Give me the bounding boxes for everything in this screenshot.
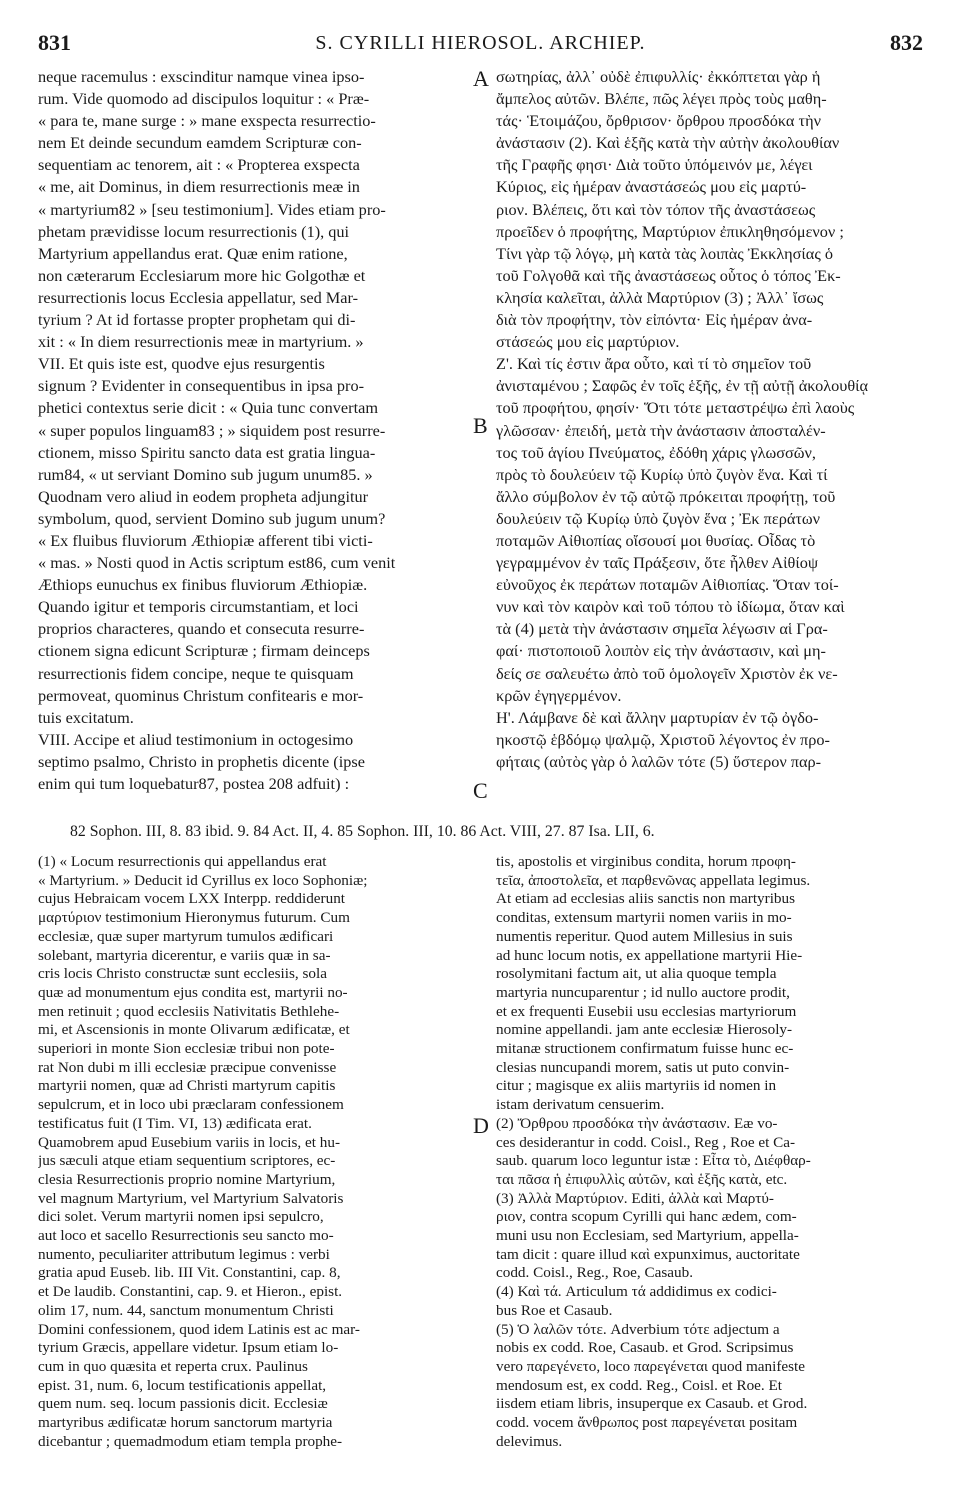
latin-text-line: tuis excitatum. — [38, 707, 134, 727]
greek-text-line: ηκοστῷ ἑβδόμῳ ψαλμῷ, Χριστοῦ λέγοντος ἐν προ- — [496, 729, 830, 749]
note-line: et ex frequenti Eusebii usu ecclesias martyriorum — [496, 1002, 797, 1020]
note-line: cris locis Christo constructæ sunt ecclesiis, sola — [38, 965, 327, 983]
note-line: mitanæ structionem confirmatum fuisse hunc ec- — [496, 1040, 794, 1058]
greek-text-line: νυν καὶ τὸν καιρὸν καὶ τοῦ τόπου τὸ ἰδίωμα, ὅταν καὶ — [496, 597, 845, 617]
note-line: istam derivatum censuerim. — [496, 1096, 665, 1114]
running-title: S. CYRILLI HIEROSOL. ARCHIEP. — [315, 32, 646, 54]
note-line: ριον, contra scopum Cyrilli qui hanc ædem, com- — [496, 1208, 797, 1226]
note-line: cum in quo quæsita et reperta crux. Paulinus — [38, 1357, 308, 1375]
latin-text-line: « me, ait Dominus, in diem resurrectionis meæ in — [38, 177, 360, 197]
note-line: vero παρεγένετο, loco παρεγένεται quod manifeste — [496, 1357, 806, 1375]
note-line: (4) Καὶ τά. Articulum τά addidimus ex codici- — [496, 1283, 777, 1301]
note-line: quem num. seq. locum passionis dicit. Ecclesiæ — [38, 1395, 328, 1413]
note-line: ces desiderantur in codd. Coisl., Reg , Roe et Ca- — [496, 1133, 796, 1151]
latin-text-line: permoveat, quominus Christum confitearis e mor- — [38, 685, 364, 705]
note-line: (3) Ἀλλὰ Μαρτύριον. Editi, ἀλλὰ καὶ Μαρτύ- — [496, 1189, 774, 1207]
note-line: gratia apud Euseb. lib. III Vit. Constantini, cap. 8, — [38, 1264, 341, 1282]
note-line: tis, apostolis et virginibus condita, horum προφη- — [496, 853, 796, 870]
margin-marker-c: C — [473, 778, 488, 803]
note-line: tyrium Græcis, appellare videtur. Ipsum etiam lo- — [38, 1339, 339, 1357]
greek-text-line: δείς σε σαλευέτω ἀπὸ τοῦ ὁμολογεῖν Χριστὸν ἐκ νε- — [496, 663, 838, 683]
note-line: « Martyrium. » Deducit id Cyrillus ex loco Sophoniæ; — [38, 871, 368, 889]
greek-text-line: τοῦ Γολγοθᾶ καὶ τῆς ἀναστάσεως οὗτος ὁ τόπος Ἐκ- — [496, 265, 841, 285]
note-line: τεῖα, ἀποστολεῖα, et παρθενῶνας appellata legimus. — [496, 871, 811, 889]
latin-text-line: « mas. » Nosti quod in Actis scriptum est86, cum venit — [38, 553, 396, 573]
note-line: rat Non dubi m illi ecclesiæ præcipue convenisse — [38, 1058, 337, 1076]
greek-text-line: τάς· Ἑτοιμάζου, ὄρθρισον· ὄρθρου προσδόκα τὴν — [496, 111, 821, 131]
note-line: bus Roe et Casaub. — [496, 1301, 613, 1319]
note-line: superiori in monte Sion ecclesiæ tribui non pote- — [38, 1040, 335, 1058]
note-line: μαρτύριον testimonium Hieronymus futurum. Cum — [38, 909, 350, 927]
greek-text-line: ποταμῶν Αἰθιοπίας οἴσουσί μοι θυσίας. Οἶδας τὸ — [496, 530, 816, 550]
latin-text-line: ctionem, misso Spiritu sancto data est gratia lingua- — [38, 442, 376, 462]
latin-text-line: signum ? Evidenter in consequentibus in ipsa pro- — [38, 376, 365, 396]
greek-text-line: ριον. Βλέπεις, ὅτι καὶ τὸν τόπον τῆς ἀναστάσεως — [496, 199, 816, 219]
latin-text-line: Quodnam vero aliud in eodem propheta adjungitur — [38, 486, 369, 506]
margin-marker-a: A — [473, 66, 489, 91]
note-line: mendosum est, ex codd. Reg., Coisl. et Roe. Et — [496, 1376, 782, 1394]
greek-text-line: ἀνάστασιν (2). Καὶ ἑξῆς κατὰ τὴν αὐτὴν ἀκολουθίαν — [496, 133, 840, 153]
note-line: Quamobrem apud Eusebium variis in locis, et hu- — [38, 1133, 340, 1151]
greek-text-line: διὰ τὸν προφήτην, τὸν εἰπόντα· Εἰς ἡμέραν ἀνα- — [496, 310, 813, 330]
margin-marker-b: B — [473, 413, 488, 438]
latin-text-line: VIII. Accipe et aliud testimonium in octogesimo — [38, 729, 354, 749]
note-line: olim 17, num. 44, sanctum monumentum Christi — [38, 1301, 334, 1319]
note-line: numentis reperitur. Quod autem Millesius in suis — [496, 927, 793, 945]
greek-text-line: ἄμπελος αὐτῶν. Βλέπε, πῶς λέγει πρὸς τοὺς μαθη- — [496, 89, 827, 109]
note-line: At etiam ad ecclesias aliis sanctis non martyribus — [496, 890, 796, 908]
latin-text-line: rum84, « ut serviant Domino sub jugum unum85. » — [38, 464, 373, 484]
latin-text-line: symbolum, quod, servient Domino sub jugum unum? — [38, 508, 386, 528]
note-line: muni usu non Ecclesiam, sed Martyrium, appella- — [496, 1227, 799, 1245]
latin-text-line: « Ex fluibus fluviorum Æthiopiæ afferent tibi victi- — [38, 530, 373, 550]
latin-text-line: resurrectionis locus Ecclesia appellatur, sed Mar- — [38, 287, 358, 307]
greek-text-line: κρῶν ἐγηγερμένον. — [496, 685, 622, 705]
note-line: nomine appellandi. jam ante ecclesiæ Hierosoly- — [496, 1021, 793, 1039]
note-line: citur ; magisque ex aliis martyriis id nomen in — [496, 1077, 777, 1095]
greek-text-line: ἀνισταμένου ; Σαφῶς ἐν τοῖς ἑξῆς, ἐν τῇ αὐτῇ ἀκολουθίᾳ — [496, 376, 869, 396]
greek-text-line: φήταις (αὐτὸς γὰρ ὁ λαλῶν τότε (5) ὕστερον παρ- — [496, 751, 822, 771]
latin-text-line: phetici contextus serie dicit : « Quia tunc convertam — [38, 398, 378, 418]
latin-text-line: non cæterarum Ecclesiarum more hic Golgothæ et — [38, 265, 366, 285]
greek-text-line: πρὸς τὸ δουλεύειν τῷ Κυρίῳ ὑπὸ ζυγὸν ἕνα. Καὶ τί — [496, 464, 828, 484]
greek-text-line: γεγραμμένον ἐν ταῖς Πράξεσιν, ὅτε ἦλθεν Αἰθίοψ — [496, 553, 819, 573]
note-line: dici solet. Verum martyrii nomen ipsi sepulcro, — [38, 1208, 324, 1226]
latin-text-line: sequentiam ac tenorem, ait : « Propterea exspecta — [38, 155, 360, 175]
note-line: quæ ad monumentum ejus condita est, martyrii no- — [38, 983, 348, 1001]
page-number-right: 832 — [890, 30, 923, 55]
latin-text-line: tyrium ? At id fortasse propter prophetam qui di- — [38, 310, 356, 330]
note-line: saub. quarum loco leguntur istæ : Εἶτα τὸ, Διέφθαρ- — [496, 1152, 811, 1170]
latin-text-line: enim qui tum loquebatur87, postea 208 adfuit) : — [38, 774, 350, 793]
note-line: vel magnum Martyrium, vel Martyrium Salvatoris — [38, 1189, 344, 1207]
note-line: mi, et Ascensionis in monte Olivarum ædificatæ, et — [38, 1021, 350, 1039]
note-line: numento, peculiariter attributum legimus : verbi — [38, 1245, 330, 1263]
latin-text-line: « para te, mane surge : » mane exspecta resurrectio- — [38, 111, 376, 131]
greek-text-line: τῆς Γραφῆς φησι· Διὰ τοῦτο ὑπόμεινόν με, λέγει — [496, 155, 813, 175]
footnote-references: 82 Sophon. III, 8. 83 ibid. 9. 84 Act. II, 4. 85 Sophon. III, 10. 86 Act. VIII, 27. 87 Isa. LII, 6. — [70, 823, 655, 840]
note-line: solebant, martyria dicerentur, e variis quæ in sa- — [38, 946, 331, 964]
latin-text-line: resurrectionis fidem concipe, neque te quisquam — [38, 663, 354, 683]
note-line: (2) Ὄρθρου προσδόκα τὴν ἀνάστασιν. Eæ vo- — [496, 1114, 778, 1132]
note-line: ad hunc locum notis, ex appellatione martyrii Hie- — [496, 946, 803, 964]
greek-text-line: Τίνι γὰρ τῷ λόγῳ, μὴ κατὰ τὰς λοιπὰς Ἐκκλησίας ὁ — [496, 243, 833, 263]
note-line: clesia Resurrectionis proprio nomine Martyrium, — [38, 1170, 336, 1188]
greek-text-line: Ζ'. Καὶ τίς ἐστιν ἄρα οὗτο, καὶ τί τὸ σημεῖον τοῦ — [496, 354, 812, 374]
note-line: delevimus. — [496, 1432, 563, 1450]
greek-text-line: ἄλλο σύμβολον ἐν τῷ αὐτῷ πρόκειται προφήτῃ, τοῦ — [496, 486, 836, 506]
note-line: sepulcrum, et in loco ubi præclaram confessionem — [38, 1096, 344, 1114]
note-line: martyribus ædificatæ horum sanctorum martyria — [38, 1414, 333, 1432]
latin-text-line: ctionem signa edicunt Scripturæ ; firmam deinceps — [38, 641, 370, 661]
note-line: epist. 31, num. 6, locum testificationis appellat, — [38, 1376, 327, 1394]
note-line: clesias nuncupandi morem, satis ut puto convin- — [496, 1058, 790, 1076]
note-line: conditas, extensum martyrii nomen variis in mo- — [496, 909, 792, 927]
latin-text-line: « martyrium82 » [seu testimonium]. Vides etiam pro- — [38, 199, 386, 219]
note-line: (1) « Locum resurrectionis qui appellandus erat — [38, 853, 327, 870]
note-line: testificatus fuit (I Tim. VI, 13) ædificata erat. — [38, 1114, 312, 1132]
note-line: codd. vocem ἄνθρωπος post παρεγένεται positam — [496, 1414, 798, 1432]
latin-text-line: Martyrium appellandus erat. Quæ enim ratione, — [38, 243, 348, 263]
note-line: et De laudib. Constantini, cap. 9. et Hieron., epist. — [38, 1283, 343, 1301]
latin-text-line: nem Et deinde secundum eamdem Scripturæ con- — [38, 133, 362, 153]
notes-left-column — [38, 853, 472, 1452]
page-number-left: 831 — [38, 30, 71, 55]
margin-marker-d: D — [473, 1113, 489, 1138]
greek-text-line: δουλεύειν τῷ Κυρίῳ ὑπὸ ζυγὸν ἕνα ; Ἐκ περάτων — [496, 508, 820, 528]
latin-text-column — [38, 66, 472, 795]
note-line: tam dicit : quare illud καὶ expunximus, auctoritate — [496, 1245, 800, 1263]
greek-text-line: γλῶσσαν· ἐπειδή, μετὰ τὴν ἀνάστασιν ἀποσταλέν- — [496, 420, 826, 440]
note-line: iisdem etiam libris, insuperque ex Casaub. et Grod. — [496, 1395, 808, 1413]
greek-text-column — [496, 66, 928, 773]
note-line: (5) Ὁ λαλῶν τότε. Adverbium τότε adjectum a — [496, 1320, 780, 1338]
greek-text-line: στάσεώς μου εἰς μαρτύριον. — [496, 332, 680, 352]
note-line: jus sæculi atque etiam sequentium scriptores, ec- — [38, 1152, 336, 1170]
note-line: ται πᾶσα ἡ ἐπιφυλλὶς αὐτῶν, καὶ ἑξῆς κατὰ, etc. — [496, 1170, 788, 1188]
greek-text-line: εὐνοῦχος ἐκ περάτων ποταμῶν Αἰθιοπίας. Ὅταν τοί- — [496, 575, 839, 595]
latin-text-line: rum. Vide quomodo ad discipulos loquitur : « Præ- — [38, 89, 370, 109]
greek-text-line: τὰ (4) μετὰ τὴν ἀνάστασιν σημεῖα λέγωσιν αἱ Γρα- — [496, 619, 828, 639]
latin-text-line: proprios characteres, quando et consecuta resurre- — [38, 619, 365, 639]
greek-text-line: φαί· πιστοποιοῦ λοιπὸν εἰς τὴν ἀνάστασιν, καὶ μη- — [496, 641, 826, 661]
note-line: nobis ex codd. Roe, Casaub. et Grod. Scripsimus — [496, 1339, 794, 1357]
greek-text-line: σωτηρίας, ἀλλ᾽ οὐδὲ ἐπιφυλλίς· ἐκκόπτεται γὰρ ἡ — [496, 67, 821, 86]
greek-text-line: τοῦ προφήτου, φησίν· Ὅτι τότε μεταστρέψω ἐπὶ λαοὺς — [496, 398, 855, 418]
note-line: aut loco et sacello Resurrectionis seu sancto mo- — [38, 1227, 334, 1245]
notes-right-column — [496, 853, 928, 1452]
latin-text-line: neque racemulus : exscinditur namque vinea ipso- — [38, 67, 365, 86]
latin-text-line: xit : « In diem resurrectionis meæ in martyrium. » — [38, 332, 364, 352]
latin-text-line: Æthiops eunuchus ex finibus fluviorum Æthiopiæ. — [38, 575, 368, 595]
note-line: codd. Coisl., Reg., Roe, Casaub. — [496, 1264, 693, 1282]
greek-text-line: Κύριος, εἰς ἡμέραν ἀναστάσεώς μου εἰς μαρτύ- — [496, 177, 807, 197]
note-line: dicebantur ; quemadmodum etiam templa prophe- — [38, 1432, 343, 1450]
page-header — [38, 30, 923, 62]
greek-text-line: προεῖδεν ὁ προφήτης, Μαρτύριον ἐπικληθησόμενον ; — [496, 221, 844, 241]
latin-text-line: « super populos linguam83 ; » siquidem post resurre- — [38, 420, 386, 440]
note-line: martyria nuncuparentur ; id nullo auctore prodit, — [496, 983, 790, 1001]
latin-text-line: Quando igitur et temporis circumstantiam, et loci — [38, 597, 359, 617]
latin-text-line: phetam prævidisse locum resurrectionis (1), qui — [38, 221, 350, 241]
note-line: martyrii nomen, quæ ad Christi martyrum capitis — [38, 1077, 336, 1095]
note-line: ecclesiæ, quæ super martyrum tumulos ædificari — [38, 927, 334, 945]
latin-text-line: septimo psalmo, Christo in prophetis dicente (ipse — [38, 751, 365, 771]
note-line: rosolymitani factum ait, ut alia quoque templa — [496, 965, 777, 983]
greek-text-line: Η'. Λάμβανε δὲ καὶ ἄλλην μαρτυρίαν ἐν τῷ ὀγδο- — [496, 707, 819, 727]
note-line: cujus Hebraicam vocem LXX Interpp. reddiderunt — [38, 890, 346, 908]
greek-text-line: κλησία καλεῖται, ἀλλὰ Μαρτύριον (3) ; Ἀλλ᾽ ἴσως — [496, 287, 824, 307]
greek-text-line: τος τοῦ ἁγίου Πνεύματος, ἐδόθη χάρις γλωσσῶν, — [496, 442, 816, 462]
latin-text-line: VII. Et quis iste est, quodve ejus resurgentis — [38, 354, 325, 374]
note-line: men retinuit ; quod ecclesiis Nativitatis Bethlehe- — [38, 1002, 340, 1020]
note-line: Domini confessionem, quod idem Latinis est ac mar- — [38, 1320, 360, 1338]
